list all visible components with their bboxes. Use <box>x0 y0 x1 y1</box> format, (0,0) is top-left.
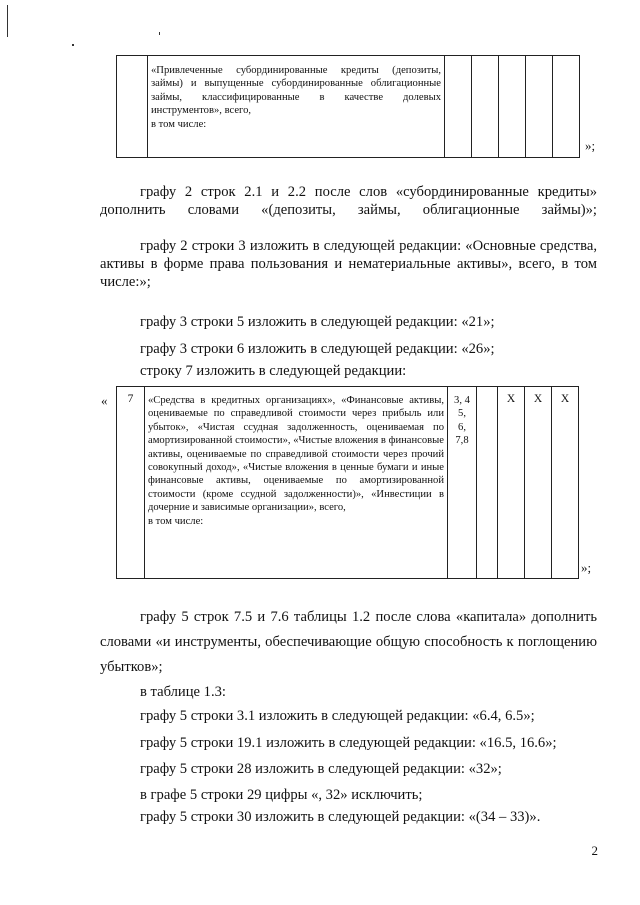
table-cell-empty <box>445 56 472 158</box>
x-mark: X <box>552 387 579 579</box>
opening-quote: « <box>101 393 108 408</box>
scan-mark <box>7 5 8 37</box>
paragraph: в графе 5 строки 29 цифры «, 32» исключить; <box>140 787 423 803</box>
table-cell-text <box>148 56 445 158</box>
paragraph: графу 5 строки 30 изложить в следующей редакции: «(34 – 33)». <box>140 809 541 825</box>
closing-quote: »; <box>585 138 596 153</box>
table-cell-empty <box>499 56 526 158</box>
table-cell-empty <box>553 56 580 158</box>
paragraph: графу 3 строки 5 изложить в следующей редакции: «21»; <box>140 314 495 330</box>
page-number: 2 <box>591 843 598 858</box>
paragraph: графу 5 строки 19.1 изложить в следующей редакции: «16.5, 16.6»; <box>140 735 557 751</box>
row-label-last: в том числе: <box>148 515 204 527</box>
table-subordinated-loans <box>116 55 580 158</box>
table-cell-empty <box>472 56 499 158</box>
refs-cell <box>448 387 477 579</box>
paragraph: строку 7 изложить в следующей редакции: <box>140 363 407 379</box>
x-mark: X <box>498 387 525 579</box>
paragraph: в таблице 1.3: <box>140 684 226 700</box>
row-label-last: в том числе: <box>151 118 207 130</box>
row-label: «Привлеченные субординированные кредиты (депозиты, займы) и выпущенные субординированные облигационные займы, классифицированные в качестве долевых инструментов», всего, <box>151 65 441 117</box>
paragraph: графу 5 строки 28 изложить в следующей редакции: «32»; <box>140 761 502 777</box>
paragraph: графу 2 строк 2.1 и 2.2 после слов «субординированные кредиты» дополнить словами «(депозиты, займы, облигационные займы)»; <box>100 184 597 218</box>
scan-mark <box>72 44 74 46</box>
paragraph: графу 3 строки 6 изложить в следующей редакции: «26»; <box>140 341 495 357</box>
scan-mark <box>159 32 160 35</box>
x-mark: X <box>525 387 552 579</box>
table-cell-empty <box>526 56 553 158</box>
ref-number: 3, 4 <box>454 395 470 406</box>
row-number: 7 <box>117 387 145 579</box>
table-cell-empty <box>117 56 148 158</box>
ref-number: 5, <box>458 408 466 420</box>
table-cell-empty <box>477 387 498 579</box>
row-label: «Средства в кредитных организациях», «Финансовые активы, оцениваемые по справедливой стоимости через прибыль или убыток», «Чистая ссудная задолженность, оцениваемая по амортизированной стоимости», «Чистые вложения в финансовые активы, оцениваемые по справедливой стоимости через прочий совокупный доход», «Чистые вложения в ценные бумаги и иные финансовые активы, оцениваемые по амортизированной стоимости (кроме ссудной задолженности)», «Инвестиции в дочерние и зависимые организации», всего, <box>148 395 444 514</box>
ref-number: 7,8 <box>455 435 469 447</box>
paragraph: графу 5 строки 3.1 изложить в следующей редакции: «6.4, 6.5»; <box>140 708 535 724</box>
ref-number: 6, <box>458 421 466 433</box>
table-row-7 <box>116 386 579 579</box>
paragraph: графу 5 строк 7.5 и 7.6 таблицы 1.2 после слова «капитала» дополнить словами «и инструменты, обеспечивающие общую способность к поглощению убытков»; <box>100 609 597 675</box>
paragraph: графу 2 строки 3 изложить в следующей редакции: «Основные средства, активы в форме права пользования и нематериальные активы», всего, в том числе:»; <box>100 238 597 290</box>
table-cell-text <box>145 387 448 579</box>
closing-quote: »; <box>581 560 592 575</box>
